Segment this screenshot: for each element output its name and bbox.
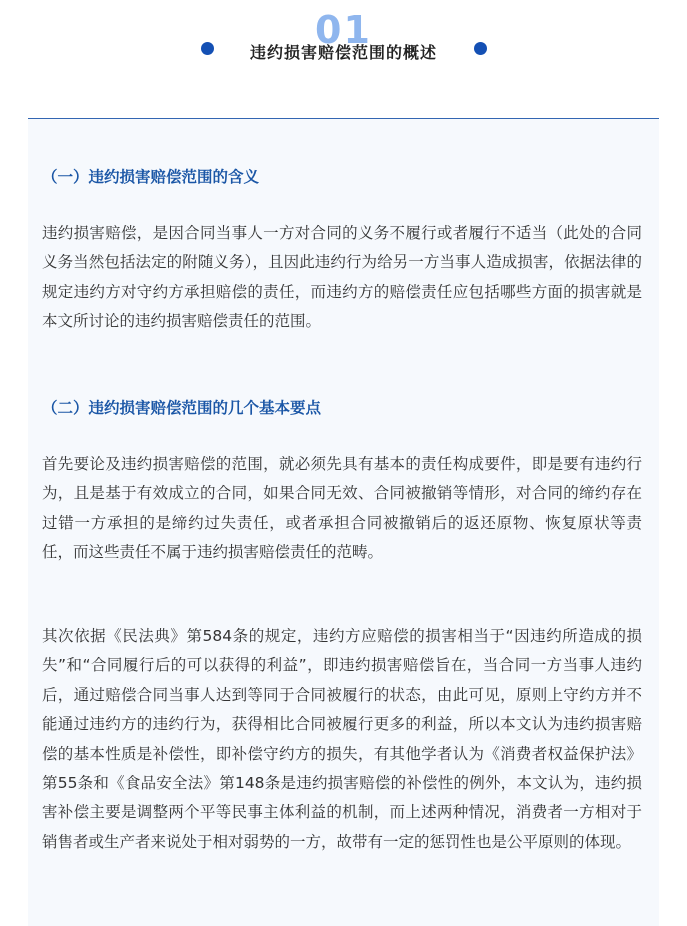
section-header: [0, 0, 687, 80]
paragraph-key-point-second: 其次依据《民法典》第584条的规定，违约方应赔偿的损害相当于“因违约所造成的损失”和“合同履行后的可以获得的利益”，即违约损害赔偿旨在，当合同一方当事人违约后，通过赔偿合同当事人达到等同于合同被履行的状态，由此可见，原则上守约方并不能通过违约方的违约行为，获得相比合同被履行更多的利益，所以本文认为违约损害赔偿的基本性质是补偿性，即补偿守约方的损失，有其他学者认为《消费者权益保护法》第55条和《食品安全法》第148条是违约损害赔偿的补偿性的例外，本文认为，违约损害补偿主要是调整两个平等民事主体利益的机制，而上述两种情况，消费者一方相对于销售者或生产者来说处于相对弱势的一方，故带有一定的惩罚性也是公平原则的体现。: [42, 627, 642, 851]
paragraph-meaning: 违约损害赔偿，是因合同当事人一方对合同的义务不履行或者履行不适当（此处的合同义务当然包括法定的附随义务），且因此违约行为给另一方当事人造成损害，依据法律的规定违约方对守约方承担赔偿的责任，而违约方的赔偿责任应包括哪些方面的损害就是本文所讨论的违约损害赔偿责任的范围。: [42, 224, 642, 331]
decorative-dot-right: [474, 42, 487, 55]
subheading-key-points: （二）违约损害赔偿范围的几个基本要点: [42, 399, 322, 417]
subheading-meaning: （一）违约损害赔偿范围的含义: [42, 168, 260, 186]
paragraph-key-point-first: 首先要论及违约损害赔偿的范围，就必须先具有基本的责任构成要件，即是要有违约行为，且是基于有效成立的合同，如果合同无效、合同被撤销等情形，对合同的缔约存在过错一方承担的是缔约过失责任，或者承担合同被撤销后的返还原物、恢复原状等责任，而这些责任不属于违约损害赔偿责任的范畴。: [42, 455, 642, 562]
section-title: 违约损害赔偿范围的概述: [249, 43, 437, 62]
section-number: 01: [315, 8, 372, 52]
